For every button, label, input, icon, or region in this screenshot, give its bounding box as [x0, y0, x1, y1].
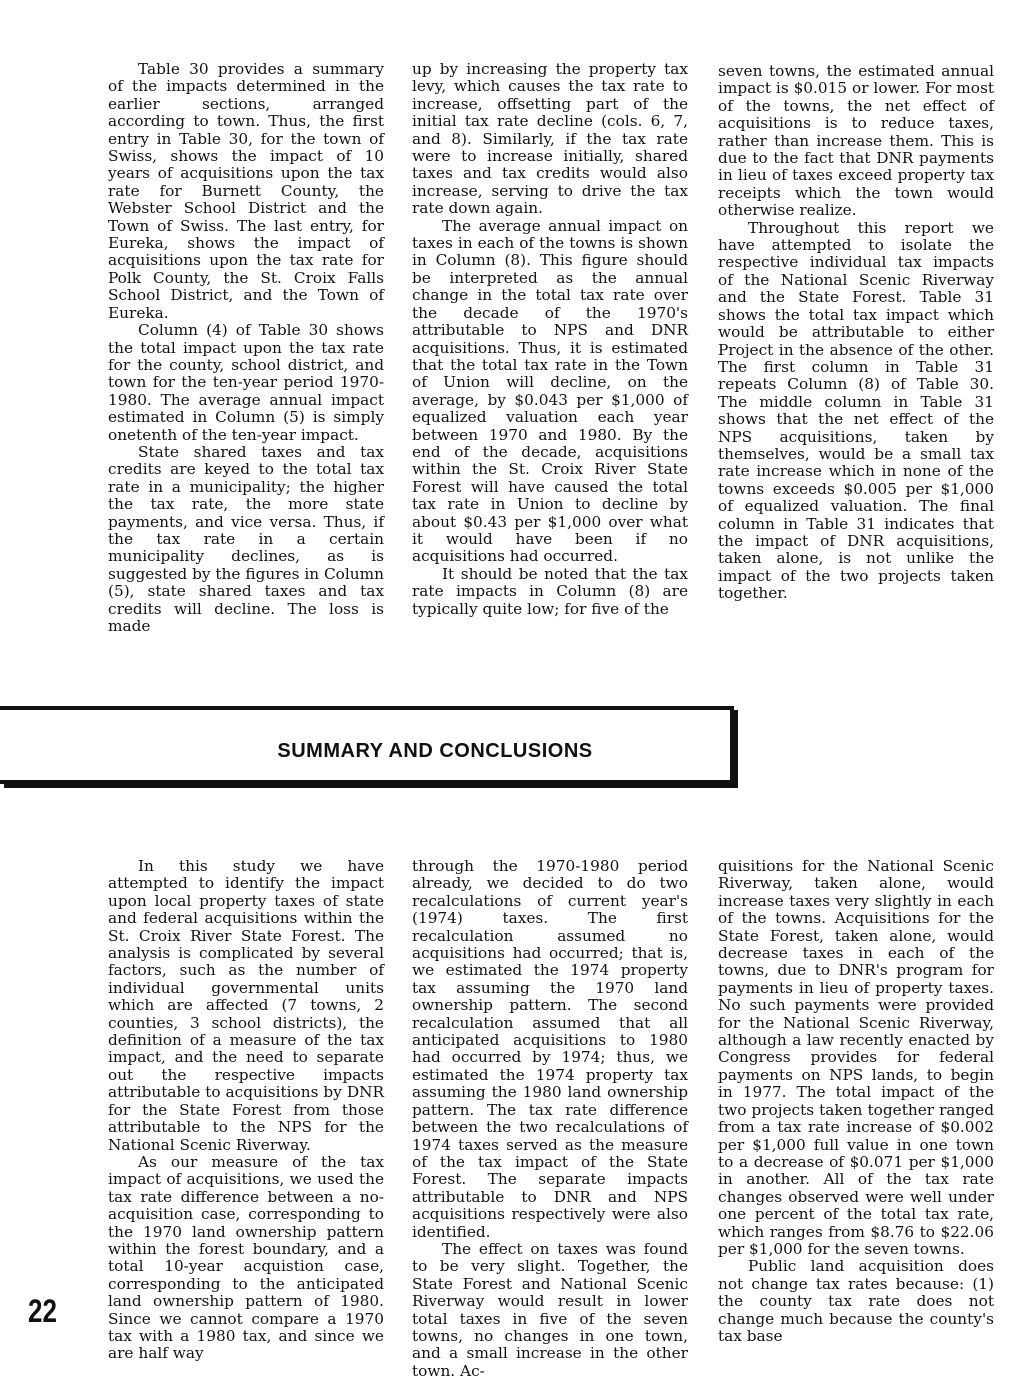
paragraph: Public land acquisition does not change tax rates because: (1) the county tax rate does not change much because the county's tax base — [718, 1257, 994, 1345]
paragraph: It should be noted that the tax rate impacts in Column (8) are typically quite low; for five of the — [412, 564, 688, 618]
paragraph: State shared taxes and tax credits are keyed to the total tax rate in a municipality; the higher the tax rate, the more state payments, and vice versa. Thus, if the tax rate in a certain municipality declines, as is suggested by the figures in Column (5), state shared taxes and tax credits will decline. The loss is made — [108, 442, 384, 635]
top-column-3 — [718, 63, 994, 603]
paragraph: Column (4) of Table 30 shows the total impact upon the tax rate for the county, school district, and town for the ten-year period 1970-1980. The average annual impact estimated in Column (5) is simply onetenth of the ten-year impact. — [108, 321, 384, 444]
bottom-column-2 — [412, 858, 688, 1380]
paragraph: The effect on taxes was found to be very slight. Together, the State Forest and National Scenic Riverway would result in lower total taxes in five of the seven towns, no changes in one town, and a small increase in the other town. Ac- — [412, 1239, 688, 1380]
paragraph: up by increasing the property tax levy, which causes the tax rate to increase, offsetting part of the initial tax rate decline (cols. 6, 7, and 8). Similarly, if the tax rate were to increase initially, shared taxes and tax credits would also increase, serving to drive the tax rate down again. — [412, 60, 688, 218]
paragraph: through the 1970-1980 period already, we decided to do two recalculations of current year's (1974) taxes. The first recalculation assumed no acquisitions had occurred; that is, we estimated the 1974 property tax assuming the 1970 land ownership pattern. The second recalculation assumed that all anticipated acquisitions to 1980 had occurred by 1974; thus, we estimated the 1974 property tax assuming the 1980 land ownership pattern. The tax rate difference between the two recalculations of 1974 taxes served as the measure of the tax impact of the State Forest. The separate impacts attributable to DNR and NPS acquisitions respectively were also identified. — [412, 857, 688, 1241]
paragraph: In this study we have attempted to identify the impact upon local property taxes of state and federal acquisitions within the St. Croix River State Forest. The analysis is complicated by several factors, such as the number of individual governmental units which are affected (7 towns, 2 counties, 3 school districts), the definition of a measure of the tax impact, and the need to separate out the respective impacts attributable to acquisitions by DNR for the State Forest from those attributable to the NPS for the National Scenic Riverway. — [108, 857, 384, 1154]
page-number: 22 — [28, 1292, 57, 1330]
paragraph: As our measure of the tax impact of acquisitions, we used the tax rate difference between a no-acquisition case, corresponding to the 1970 land ownership pattern within the forest boundary, and a total 10-year acquistion case, corresponding to the anticipated land ownership pattern of 1980. Since we cannot compare a 1970 tax with a 1980 tax, and since we are half way — [108, 1152, 384, 1363]
top-column-2 — [412, 61, 688, 618]
paragraph: seven towns, the estimated annual impact is $0.015 or lower. For most of the towns, the net effect of acquisitions is to reduce taxes, rather than increase them. This is due to the fact that DNR payments in lieu of taxes exceed property tax receipts which the town would otherwise realize. — [718, 62, 994, 220]
section-banner — [0, 706, 734, 784]
top-column-1 — [108, 61, 384, 635]
bottom-column-1 — [108, 858, 384, 1363]
bottom-column-3 — [718, 858, 994, 1345]
section-title: SUMMARY AND CONCLUSIONS — [277, 740, 593, 762]
paragraph: The average annual impact on taxes in each of the towns is shown in Column (8). This figure should be interpreted as the annual change in the total tax rate over the decade of the 1970's attributable to NPS and DNR acquisitions. Thus, it is estimated that the total tax rate in the Town of Union will decline, on the average, by $0.043 per $1,000 of equalized valuation each year between 1970 and 1980. By the end of the decade, acquisitions within the St. Croix River State Forest will have caused the total tax rate in Union to decline by about $0.43 per $1,000 over what it would have been if no acquisitions had occurred. — [412, 216, 688, 566]
paragraph: Throughout this report we have attempted to isolate the respective individual tax impacts of the National Scenic Riverway and the State Forest. Table 31 shows the total tax impact which would be attributable to either Project in the absence of the other. The first column in Table 31 repeats Column (8) of Table 30. The middle column in Table 31 shows that the net effect of the NPS acquisitions, taken by themselves, would be a small tax rate increase which in none of the towns exceeds $0.005 per $1,000 of equalized valuation. The final column in Table 31 indicates that the impact of DNR acquisitions, taken alone, is not unlike the impact of the two projects taken together. — [718, 218, 994, 603]
paragraph: Table 30 provides a summary of the impacts determined in the earlier sections, arranged according to town. Thus, the first entry in Table 30, for the town of Swiss, shows the impact of 10 years of acquisitions upon the tax rate for Burnett County, the Webster School District and the Town of Swiss. The last entry, for Eureka, shows the impact of acquisitions upon the tax rate for Polk County, the St. Croix Falls School District, and the Town of Eureka. — [108, 60, 384, 322]
paragraph: quisitions for the National Scenic Riverway, taken alone, would increase taxes very slightly in each of the towns. Acquisitions for the State Forest, taken alone, would decrease taxes in each of the towns, due to DNR's program for payments in lieu of property taxes. No such payments were provided for the National Scenic Riverway, although a law recently enacted by Congress provides for federal payments on NPS lands, to begin in 1977. The total impact of the two projects taken together ranged from a tax rate increase of $0.002 per $1,000 full value in one town to a decrease of $0.071 per $1,000 in another. All of the tax rate changes observed were well under one percent of the total tax rate, which ranges from $8.76 to $22.06 per $1,000 for the seven towns. — [718, 857, 994, 1258]
